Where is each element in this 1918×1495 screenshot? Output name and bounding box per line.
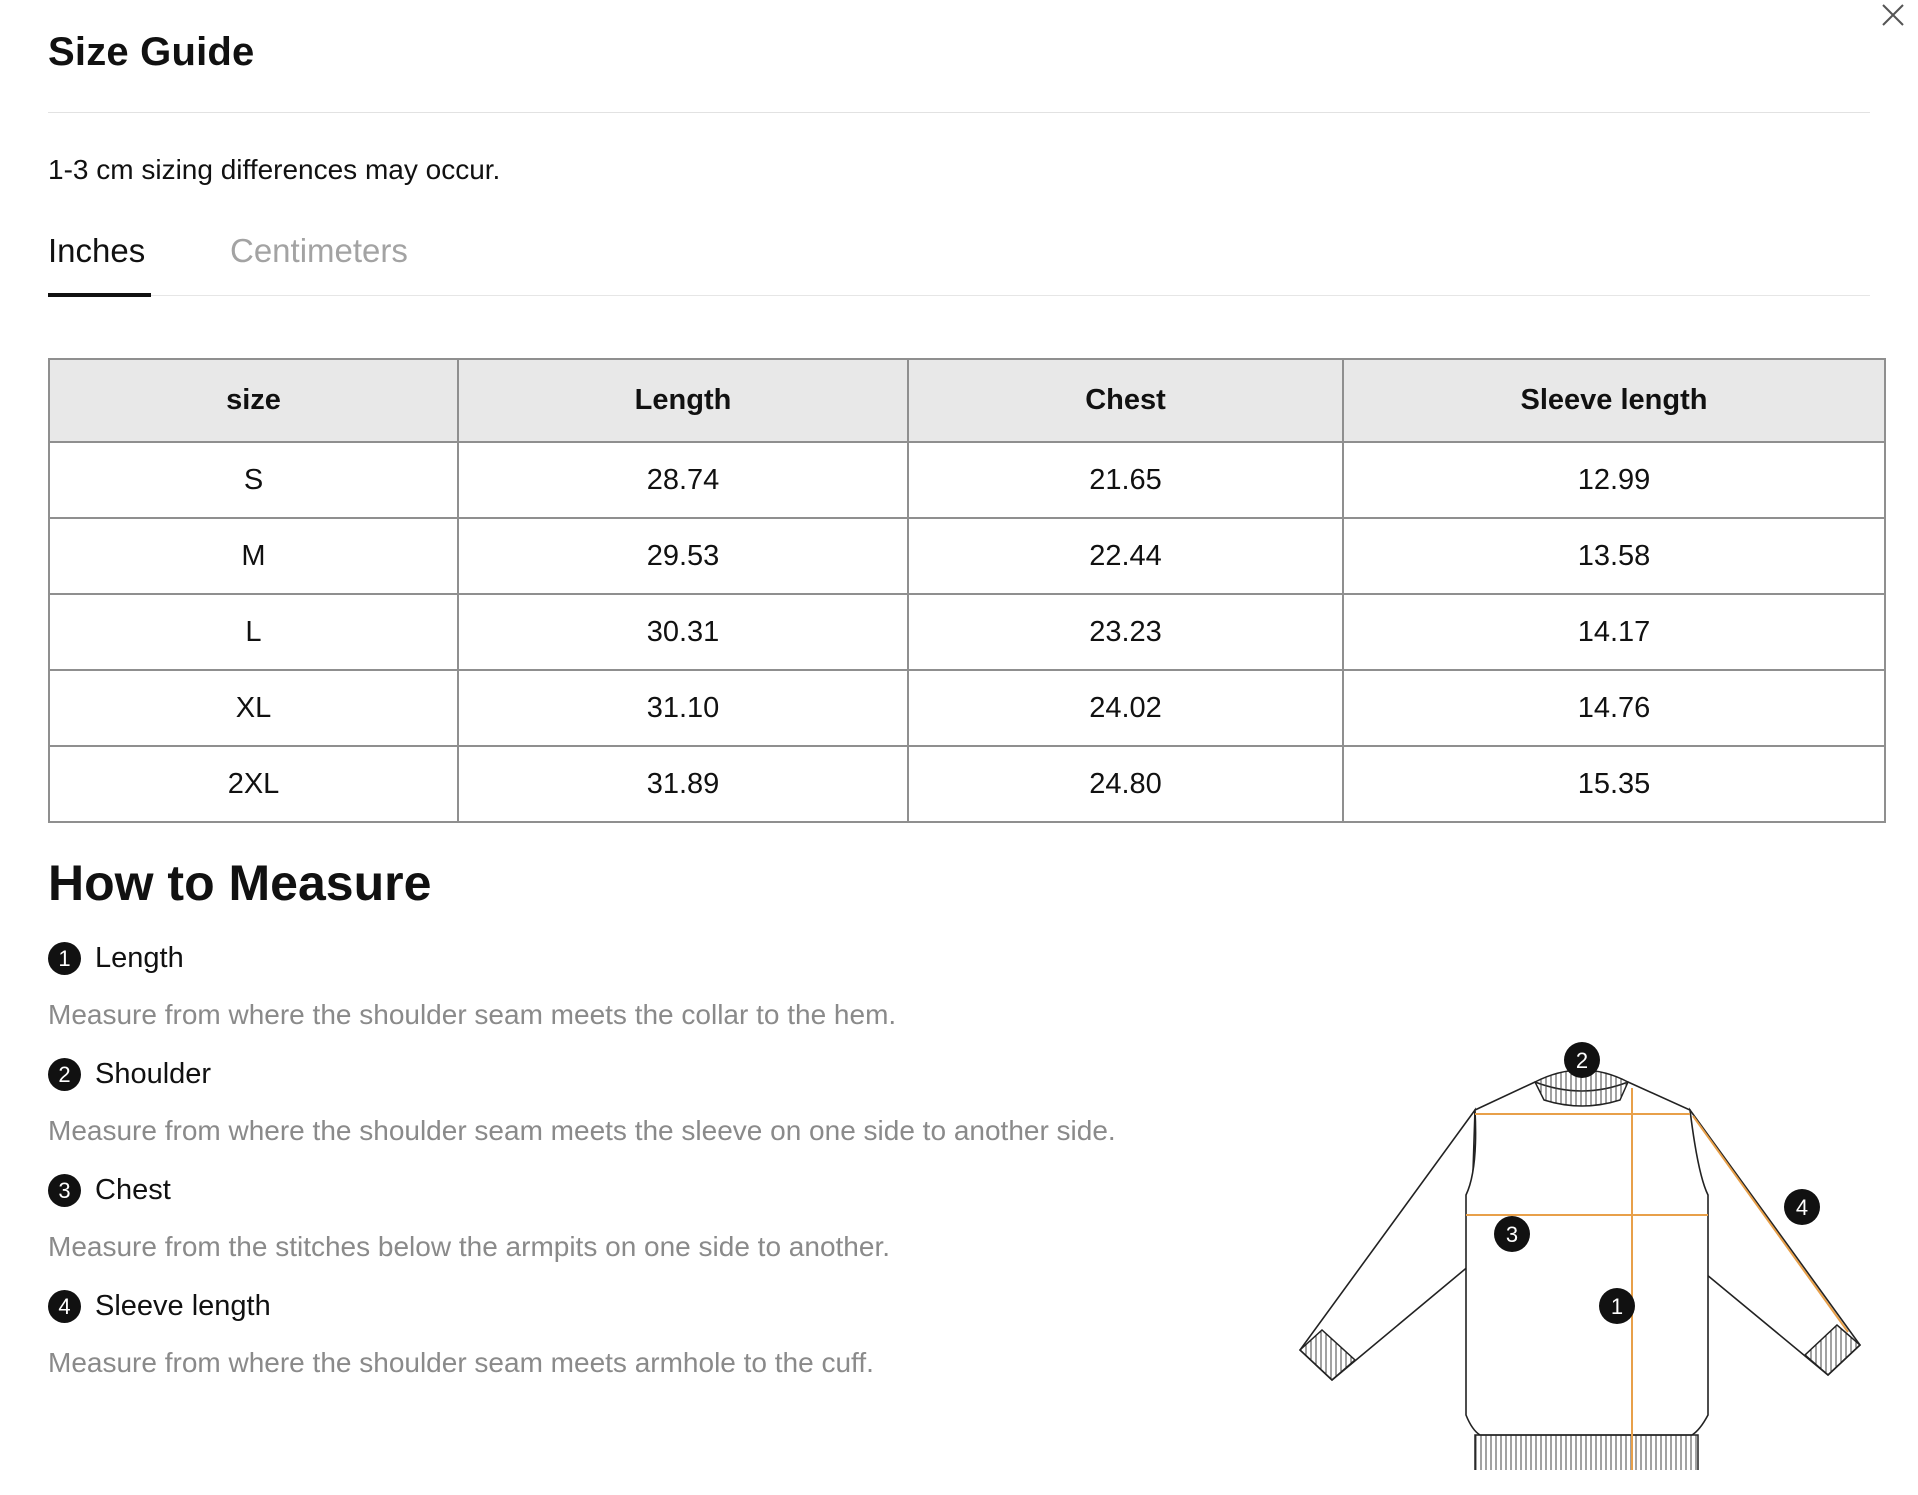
table-row: [49, 518, 1885, 594]
measure-item-sleeve-length: [48, 1281, 1228, 1385]
cell-size: M: [49, 518, 458, 594]
cell-chest: 24.02: [908, 670, 1343, 746]
unit-tabs: [48, 231, 1870, 296]
cell-length: 29.53: [458, 518, 908, 594]
tab-centimeters[interactable]: Centimeters: [230, 232, 408, 269]
step-number-badge: 2: [48, 1058, 81, 1091]
title-divider: [48, 112, 1870, 113]
marker-4: [1784, 1189, 1820, 1225]
cell-sleeve-length: 15.35: [1343, 746, 1885, 822]
table-header-row: [49, 359, 1885, 442]
cell-sleeve-length: 12.99: [1343, 442, 1885, 518]
cell-chest: 24.80: [908, 746, 1343, 822]
measure-item-description: Measure from where the shoulder seam meets the sleeve on one side to another side.: [48, 1115, 1116, 1146]
cell-size: S: [49, 442, 458, 518]
measure-item-name: Length: [95, 942, 184, 974]
measure-instructions: [48, 933, 1228, 1385]
cell-sleeve-length: 14.76: [1343, 670, 1885, 746]
marker-3: [1494, 1216, 1530, 1252]
table-row: [49, 442, 1885, 518]
table-row: [49, 594, 1885, 670]
measure-item-name: Sleeve length: [95, 1290, 271, 1322]
cell-sleeve-length: 14.17: [1343, 594, 1885, 670]
column-header-length: Length: [458, 359, 908, 442]
measure-item-name: Shoulder: [95, 1058, 212, 1090]
how-to-measure-title: How to Measure: [48, 855, 432, 911]
cell-length: 30.31: [458, 594, 908, 670]
measure-item-name: Chest: [95, 1174, 171, 1206]
cell-size: XL: [49, 670, 458, 746]
marker-label: 1: [1610, 1294, 1624, 1319]
sizing-note: 1-3 cm sizing differences may occur.: [48, 154, 501, 185]
cell-length: 28.74: [458, 442, 908, 518]
column-header-sleeve-length: Sleeve length: [1343, 359, 1885, 442]
cell-length: 31.89: [458, 746, 908, 822]
column-header-chest: Chest: [908, 359, 1343, 442]
marker-label: 2: [1575, 1048, 1589, 1073]
measure-item-description: Measure from the stitches below the armpits on one side to another.: [48, 1231, 891, 1262]
table-row: [49, 746, 1885, 822]
step-number-badge: 4: [48, 1290, 81, 1323]
cell-size: L: [49, 594, 458, 670]
measure-item-length: [48, 933, 1228, 1037]
active-tab-indicator: [48, 293, 151, 297]
measure-item-description: Measure from where the shoulder seam meets the collar to the hem.: [48, 999, 897, 1030]
sweater-body: [1466, 1082, 1708, 1435]
sweater-measurement-diagram: [1280, 1030, 1880, 1470]
size-table: [48, 358, 1886, 823]
cell-sleeve-length: 13.58: [1343, 518, 1885, 594]
measure-item-shoulder: [48, 1049, 1228, 1153]
column-header-size: size: [49, 359, 458, 442]
cell-chest: 22.44: [908, 518, 1343, 594]
close-icon: [1878, 0, 1908, 30]
table-row: [49, 670, 1885, 746]
measure-item-chest: [48, 1165, 1228, 1269]
modal-title: Size Guide: [48, 30, 255, 74]
cell-size: 2XL: [49, 746, 458, 822]
marker-2: [1564, 1042, 1600, 1078]
measure-item-description: Measure from where the shoulder seam meets armhole to the cuff.: [48, 1347, 874, 1378]
cell-length: 31.10: [458, 670, 908, 746]
tab-inches[interactable]: Inches: [48, 232, 146, 269]
cell-chest: 23.23: [908, 594, 1343, 670]
step-number-badge: 1: [48, 942, 81, 975]
marker-label: 4: [1795, 1195, 1809, 1220]
cell-chest: 21.65: [908, 442, 1343, 518]
marker-label: 3: [1505, 1222, 1519, 1247]
marker-1: [1599, 1288, 1635, 1324]
step-number-badge: 3: [48, 1174, 81, 1207]
hem-band: [1475, 1435, 1698, 1470]
close-button[interactable]: [1878, 0, 1908, 30]
